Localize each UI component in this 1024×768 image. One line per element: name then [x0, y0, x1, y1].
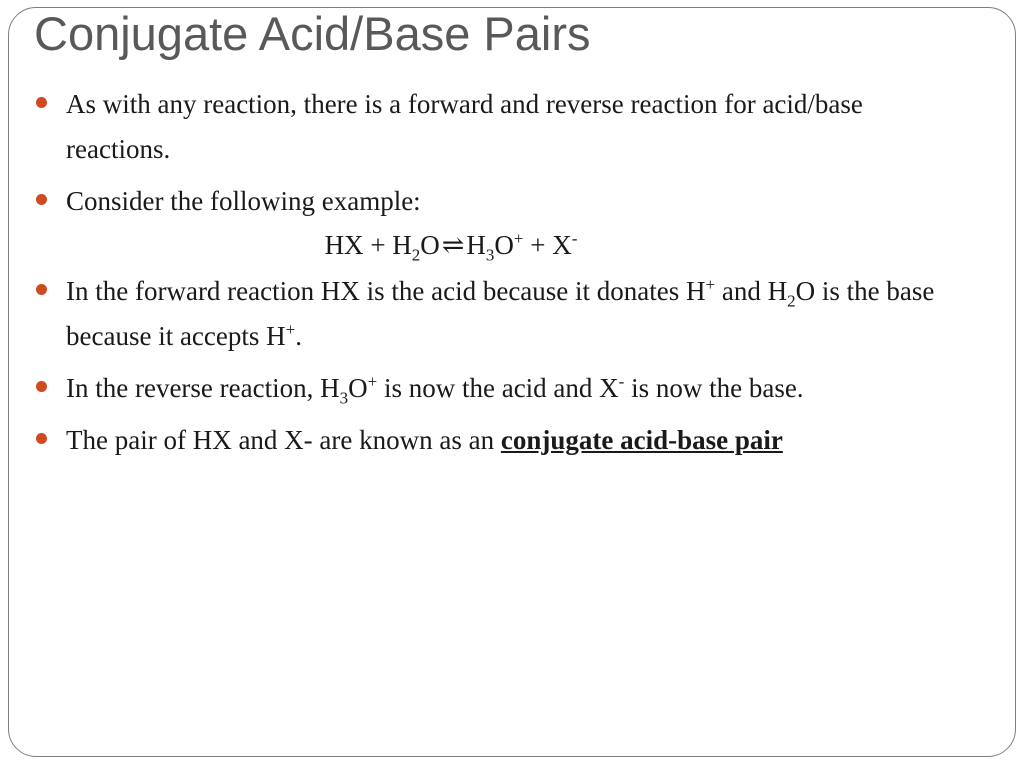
- bullet-conjugate-pair: [36, 418, 946, 463]
- eq-conjugate-base: X-: [552, 229, 578, 260]
- eq-hx: HX: [324, 230, 364, 260]
- bullet-text: As with any reaction, there is a forward and reverse reaction for acid/base reactions.: [66, 89, 863, 164]
- bullet-dot-icon: [36, 381, 47, 392]
- eq-water: $H_2O$: [392, 230, 440, 265]
- bullet-forward-reverse: [36, 82, 946, 172]
- equilibrium-arrow-icon: ⇌: [441, 230, 465, 260]
- eq-plus: +: [530, 230, 546, 260]
- eq-hydronium: $H_3O^+$: [466, 229, 524, 265]
- bullet-text: In the reverse reaction, $H_3O^+$ is now the acid and X- is now the base.: [66, 372, 804, 408]
- bullet-text: The pair of HX and X- are known as an conjugate acid-base pair: [66, 425, 783, 455]
- bullet-forward-reaction: [36, 269, 946, 359]
- eq-plus: +: [370, 230, 386, 260]
- bullet-dot-icon: [36, 433, 47, 444]
- bullet-dot-icon: [36, 97, 47, 108]
- bullet-text: In the forward reaction HX is the acid because it donates H+ and $H_2O$ is the base because it accepts H+.: [66, 275, 935, 351]
- bullet-reverse-reaction: [36, 366, 946, 411]
- chemical-equation: [36, 225, 946, 265]
- bullet-dot-icon: [36, 194, 47, 205]
- slide-title: Conjugate Acid/Base Pairs: [34, 7, 591, 60]
- bullet-text: Consider the following example:: [66, 186, 421, 216]
- slide-content: [36, 82, 946, 470]
- conjugate-pair-term: conjugate acid-base pair: [500, 425, 783, 455]
- bullet-dot-icon: [36, 284, 47, 295]
- bullet-example: [36, 179, 946, 224]
